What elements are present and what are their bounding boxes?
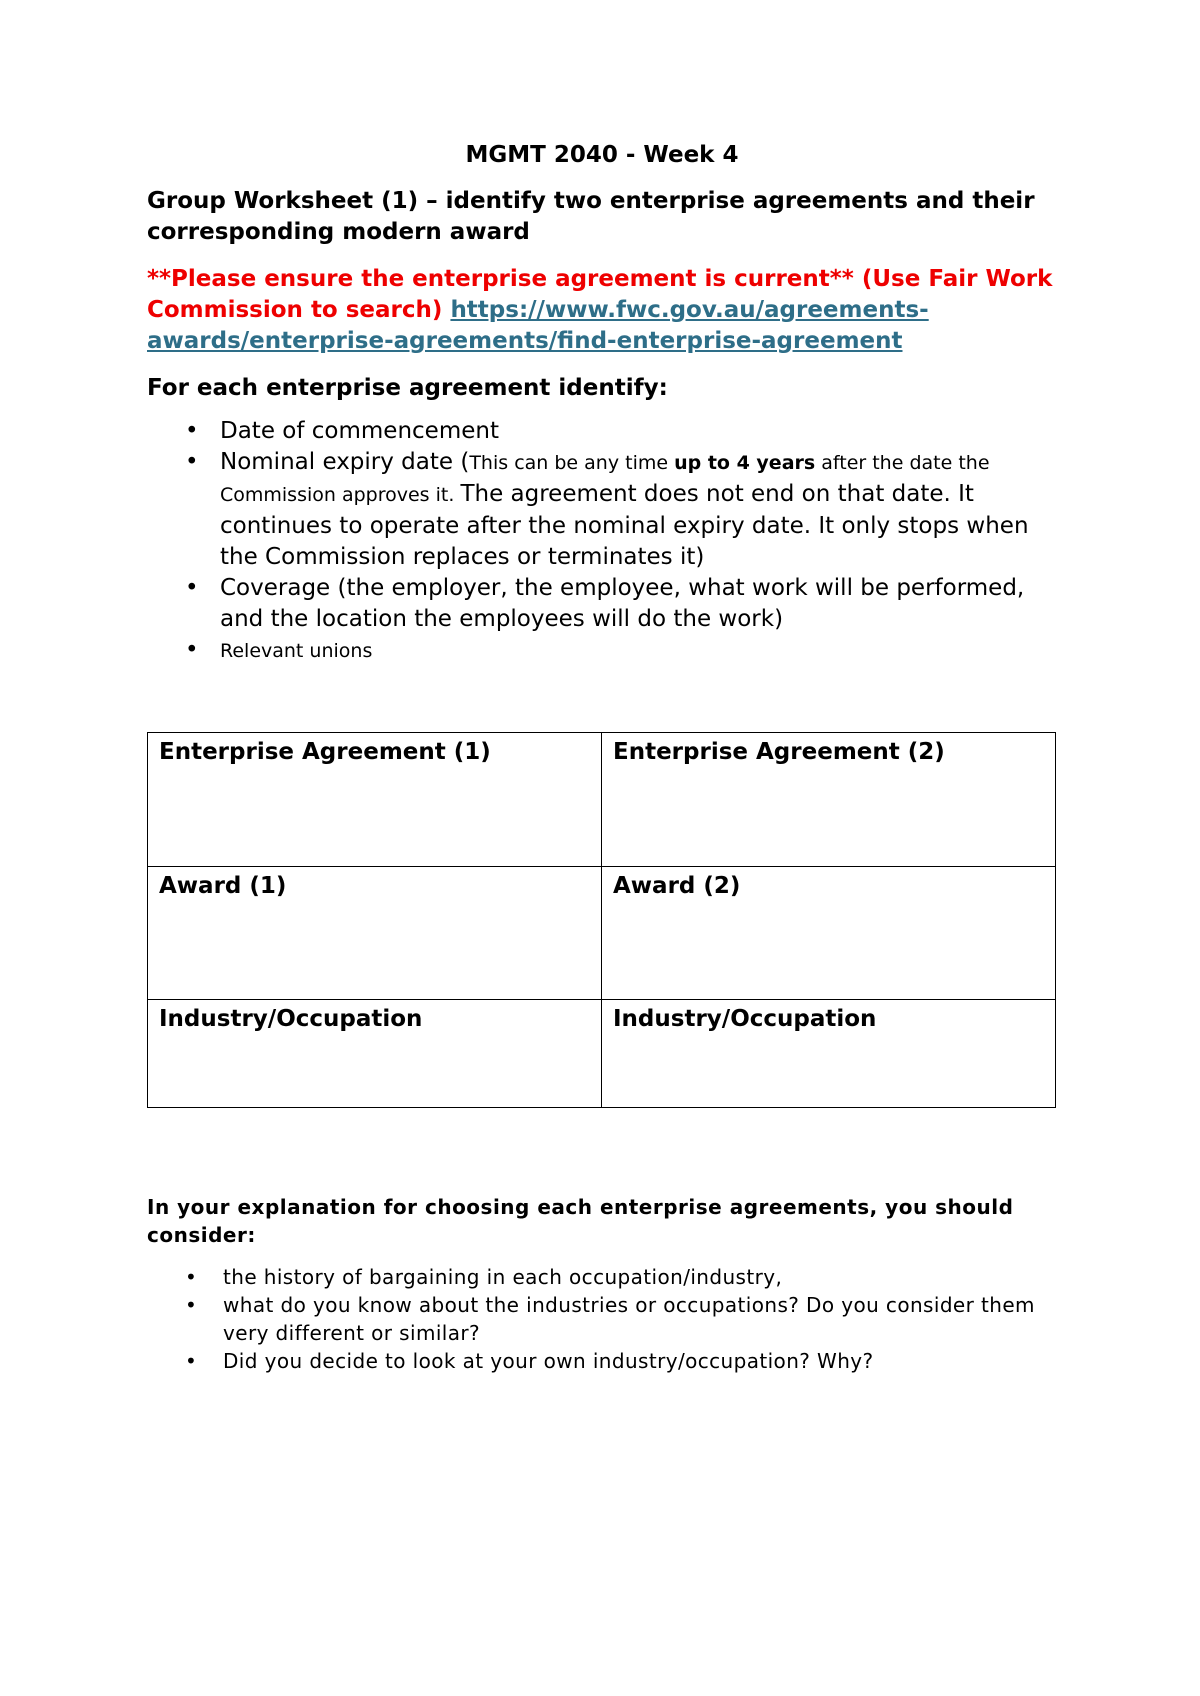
requirement-text: Coverage (the employer, the employee, what work will be performed, and the location the employees will do the work)	[220, 575, 1025, 632]
table-row	[148, 867, 1056, 1000]
table-row	[148, 1000, 1056, 1108]
bullet-icon: •	[185, 418, 199, 444]
requirement-note-emphasis: up to 4 years	[674, 452, 816, 474]
requirement-text: The agreement does not end on that date. It continues to operate after the nominal expiry date. It only stops when the Commission replaces or terminates it)	[220, 481, 1029, 570]
consider-text: the history of bargaining in each occupation/industry,	[223, 1265, 783, 1289]
bullet-icon: •	[185, 1265, 198, 1289]
bullet-icon: •	[185, 575, 199, 601]
list-item	[147, 1347, 1057, 1375]
consider-text: what do you know about the industries or occupations? Do you consider them very different or similar?	[223, 1293, 1035, 1345]
table-cell[interactable]: Award (1)	[148, 867, 602, 1000]
table-cell[interactable]: Industry/Occupation	[148, 1000, 602, 1108]
requirement-text: Relevant unions	[220, 640, 373, 662]
page-title: MGMT 2040 - Week 4	[465, 142, 739, 168]
explanation-lead: In your explanation for choosing each enterprise agreements, you should consider:	[147, 1195, 1014, 1247]
list-item	[147, 447, 1057, 573]
table-cell[interactable]: Enterprise Agreement (1)	[148, 733, 602, 867]
list-item	[147, 1263, 1057, 1291]
list-item	[147, 1291, 1057, 1347]
table-row	[148, 733, 1056, 867]
list-item	[147, 416, 1057, 447]
bullet-icon: •	[185, 449, 199, 475]
table-cell[interactable]: Industry/Occupation	[602, 1000, 1056, 1108]
consider-text: Did you decide to look at your own industry/occupation? Why?	[223, 1349, 874, 1373]
table-cell[interactable]: Award (2)	[602, 867, 1056, 1000]
table-cell[interactable]: Enterprise Agreement (2)	[602, 733, 1056, 867]
explanation-section	[147, 1193, 1057, 1375]
fwc-search-link[interactable]: https://www.fwc.gov.au/agreements-awards/enterprise-agreements/find-enterprise-agreement	[147, 297, 929, 354]
consider-list	[147, 1263, 1057, 1375]
currency-notice	[147, 264, 1057, 357]
agreement-table	[147, 732, 1056, 1108]
requirement-text: Nominal expiry date (	[220, 449, 470, 475]
list-item	[147, 635, 1057, 667]
requirements-list	[147, 416, 1057, 667]
list-item	[147, 573, 1057, 635]
requirement-note: This can be any time	[469, 452, 675, 474]
bullet-icon: •	[185, 1349, 198, 1373]
bullet-icon: •	[185, 637, 199, 663]
worksheet-heading: Group Worksheet (1) – identify two enterprise agreements and their corresponding modern award	[147, 188, 1035, 245]
requirement-note: after the date the Commission approves it.	[220, 452, 990, 506]
notice-text: **Please ensure the enterprise agreement is current** (Use Fair Work Commission to search)	[147, 266, 1053, 323]
bullet-icon: •	[185, 1293, 198, 1317]
worksheet-page	[147, 140, 1057, 667]
requirement-text: Date of commencement	[220, 418, 499, 444]
identify-heading: For each enterprise agreement identify:	[147, 375, 668, 401]
